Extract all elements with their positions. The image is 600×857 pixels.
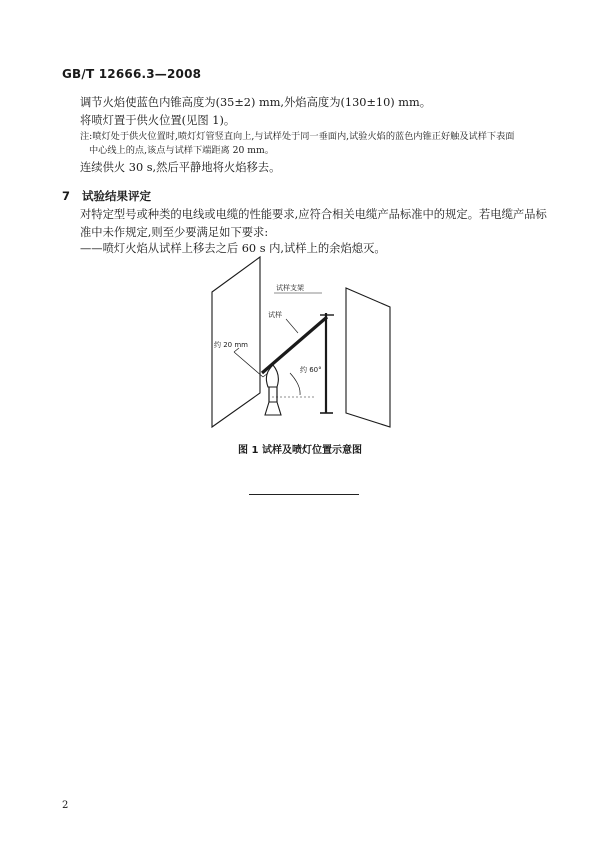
label-sample: 试样	[268, 311, 282, 319]
paragraph-apply-flame: 连续供火 30 s,然后平静地将火焰移去。	[80, 161, 281, 174]
figure-caption: 图 1 试样及喷灯位置示意图	[238, 445, 362, 456]
angle-arc	[290, 373, 300, 395]
note-line-1: 注:喷灯处于供火位置时,喷灯灯管竖直向上,与试样处于同一垂面内,试验火焰的蓝色内锥正好触及试样下表面	[80, 131, 515, 142]
burner-base	[265, 402, 281, 415]
paragraph-requirements-1: 对特定型号或种类的电线或电缆的性能要求,应符合相关电缆产品标准中的规定。若电缆产品标	[80, 208, 547, 221]
paragraph-requirements-2: 准中未作规定,则至少要满足如下要求:	[80, 226, 269, 239]
section-heading	[62, 188, 151, 204]
note-line-2: 中心线上的点,该点与试样下端距离 20 mm。	[89, 145, 274, 156]
page-number: 2	[62, 800, 69, 811]
label-20mm: 约 20 mm	[214, 341, 248, 349]
document-header: GB/T 12666.3—2008	[62, 67, 202, 81]
paragraph-afterflame: ——喷灯火焰从试样上移去之后 60 s 内,试样上的余焰熄灭。	[80, 242, 386, 255]
label-support: 试样支架	[276, 284, 304, 292]
paragraph-flame-height: 调节火焰使蓝色内锥高度为(35±2) mm,外焰高度为(130±10) mm。	[80, 96, 432, 109]
section-number: 7	[62, 189, 71, 203]
pointer-sample	[286, 319, 298, 333]
paragraph-burner-position: 将喷灯置于供火位置(见图 1)。	[80, 114, 236, 127]
end-rule	[249, 494, 359, 495]
figure-diagram	[206, 255, 406, 430]
sample	[262, 317, 327, 373]
label-60deg: 约 60°	[300, 366, 322, 374]
section-title: 试验结果评定	[82, 189, 151, 203]
right-screen	[346, 288, 390, 427]
figure-1	[206, 255, 406, 430]
dimension-line-20mm	[234, 352, 263, 377]
burner-tube	[269, 387, 277, 402]
